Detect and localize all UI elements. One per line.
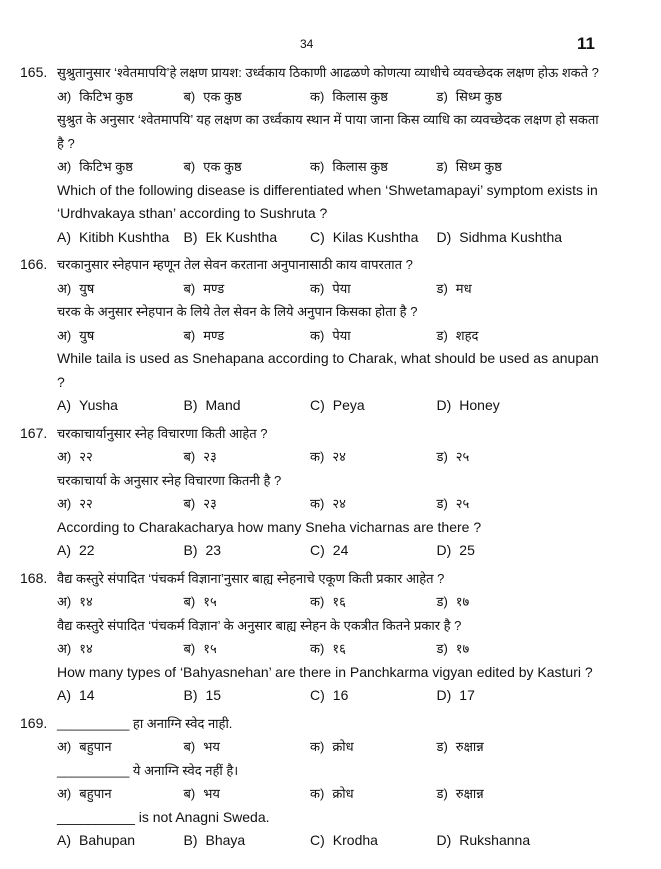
option: [310, 324, 437, 348]
option-text: 22: [79, 542, 95, 558]
question-text-hi: चरकाचार्या के अनुसार स्नेह विचारणा कितनी है ?: [57, 472, 282, 488]
option-label: C): [310, 542, 325, 558]
option-text: रुक्षान्न: [455, 739, 484, 754]
option: [57, 637, 184, 661]
option: [310, 226, 437, 250]
option: [310, 394, 437, 418]
option-label: ड): [436, 449, 448, 464]
option-text: 25: [459, 542, 475, 558]
option: [57, 590, 184, 614]
option: [57, 394, 184, 418]
question-text-mr: चरकानुसार स्नेहपान म्हणून तेल सेवन करताना अनुपानासाठी काय वापरतात ?: [57, 257, 413, 272]
option: [184, 445, 311, 469]
option-label: क): [310, 327, 325, 343]
option: [184, 735, 311, 759]
option-text: Bhaya: [205, 832, 246, 848]
option: [184, 277, 311, 301]
option-text: मण्ड: [203, 280, 225, 296]
option-text: १७: [455, 641, 470, 656]
option-label: D): [436, 687, 452, 703]
options-row-hi: [57, 637, 607, 661]
option-label: क): [310, 786, 325, 801]
options-row-hi: [57, 155, 607, 179]
options-row-mr: [57, 590, 607, 614]
option: [437, 829, 564, 853]
option-label: अ): [57, 786, 72, 801]
option-label: ब): [183, 641, 196, 656]
options-row-mr: [57, 85, 607, 109]
options-row-mr: [57, 445, 607, 469]
option-label: C): [310, 397, 325, 413]
option-text: २४: [332, 449, 346, 464]
option-text: २३: [203, 449, 217, 464]
option-text: 16: [332, 687, 349, 703]
question-number: 169.: [20, 714, 48, 731]
option-text: किटिभ कुष्ठ: [79, 88, 133, 104]
option-text: १४: [79, 594, 93, 609]
option: [310, 637, 437, 661]
option-text: Mand: [205, 397, 241, 413]
option-text: २५: [455, 496, 470, 511]
option: [437, 85, 564, 109]
option: [310, 782, 437, 806]
option: [184, 637, 311, 661]
option-label: ड): [436, 594, 448, 609]
option-label: ब): [183, 327, 196, 343]
option: [310, 492, 437, 516]
question-body: [57, 61, 607, 249]
option-text: १४: [79, 641, 93, 656]
option-text: Bahupan: [79, 832, 136, 848]
option-label: ड): [436, 280, 448, 296]
question-body: [57, 422, 607, 563]
option-text: क्रोध: [332, 786, 354, 801]
option-label: ड): [436, 641, 448, 656]
option: [437, 539, 564, 563]
option-text: बहुपान: [79, 739, 112, 754]
option-label: B): [183, 687, 198, 703]
option-label: D): [436, 832, 452, 848]
option-text: Sidhma Kushtha: [459, 228, 563, 245]
question-text-mr: वैद्य कस्तुरे संपादित ‘पंचकर्म विज्ञाना’नुसार बाह्य स्नेहनाचे एकूण किती प्रकार आहेत ?: [57, 570, 445, 586]
question-text-mr: __________ हा अनाग्नि स्वेद नाही.: [57, 715, 233, 731]
option: [310, 155, 437, 179]
option: [57, 155, 184, 179]
question-text-en: __________ is not Anagni Sweda.: [57, 808, 270, 825]
option-text: भय: [203, 786, 220, 801]
option-text: 17: [459, 687, 475, 703]
option: [437, 226, 564, 250]
option: [57, 735, 184, 759]
option-label: D): [436, 228, 452, 245]
options-row-hi: [57, 782, 607, 806]
option-label: D): [436, 397, 452, 413]
option-label: क): [310, 739, 325, 754]
page-number: 34: [300, 37, 314, 51]
option: [437, 155, 564, 179]
option: [57, 324, 184, 348]
question-text-en: How many types of ‘Bahyasnehan’ are there in Panchkarma vigyan edited by Kasturi ?: [57, 663, 593, 680]
option: [437, 277, 564, 301]
option: [310, 684, 437, 708]
question-text-hi: वैद्य कस्तुरे संपादित ‘पंचकर्म विज्ञान’ के अनुसार बाह्य स्नेहन के एकत्रीत कितने प्रकार है ?: [57, 617, 462, 633]
option-text: शहद: [455, 327, 479, 343]
option-text: १६: [332, 594, 346, 609]
option-text: पेया: [332, 280, 351, 296]
option-text: मण्ड: [203, 327, 225, 343]
question-body: [57, 567, 607, 708]
option: [184, 782, 311, 806]
question-165: [0, 61, 661, 249]
option-text: १७: [455, 594, 470, 609]
option: [310, 735, 437, 759]
option-label: B): [183, 228, 198, 245]
options-row-en: [57, 829, 607, 853]
option-label: ड): [436, 327, 448, 343]
option: [184, 226, 311, 250]
option-label: ड): [436, 739, 448, 754]
option: [310, 829, 437, 853]
option-label: C): [310, 832, 325, 848]
option-label: C): [310, 228, 325, 245]
question-text-hi: __________ ये अनाग्नि स्वेद नहीं है।: [57, 762, 239, 778]
option: [184, 590, 311, 614]
option: [57, 782, 184, 806]
option: [57, 539, 184, 563]
option: [437, 735, 564, 759]
options-row-en: [57, 226, 607, 250]
option: [437, 782, 564, 806]
option: [437, 492, 564, 516]
option-label: ड): [436, 159, 448, 174]
option: [184, 684, 311, 708]
option: [437, 324, 564, 348]
question-168: [0, 567, 661, 708]
question-169: [0, 712, 661, 853]
option-text: सिध्म कुष्ठ: [455, 159, 502, 174]
option-text: युष: [79, 280, 95, 296]
options-row-mr: [57, 735, 607, 759]
question-number: 165.: [20, 64, 48, 80]
option-label: क): [310, 449, 325, 464]
option: [184, 155, 311, 179]
option-text: Honey: [459, 397, 500, 413]
question-text-en: According to Charakacharya how many Sneha vicharnas are there ?: [57, 518, 482, 535]
option: [310, 539, 437, 563]
options-row-en: [57, 394, 607, 418]
option: [57, 445, 184, 469]
question-text-en: Which of the following disease is differentiated when ‘Shwetamapayi’ symptom exists in ‘Urdhvakaya sthan’ according to Sushruta ?: [57, 181, 598, 221]
option: [184, 85, 311, 109]
option: [437, 590, 564, 614]
option: [57, 492, 184, 516]
option-text: २४: [332, 496, 346, 511]
option-text: १५: [203, 641, 217, 656]
question-body: [57, 253, 607, 418]
option-label: अ): [57, 641, 72, 656]
option-label: ब): [183, 739, 196, 754]
option-text: Krodha: [332, 832, 378, 848]
option-label: A): [57, 397, 71, 413]
option-label: अ): [57, 159, 72, 174]
option-text: रुक्षान्न: [455, 786, 484, 801]
set-number: 11: [577, 34, 595, 53]
options-row-en: [57, 539, 607, 563]
option-label: ब): [183, 496, 196, 511]
option-text: किलास कुष्ठ: [332, 159, 388, 174]
question-167: [0, 422, 661, 563]
option-text: 14: [79, 687, 95, 703]
question-number: 168.: [20, 569, 48, 586]
option-text: Kilas Kushtha: [332, 228, 419, 245]
option: [57, 226, 184, 250]
option-label: B): [183, 397, 198, 413]
option-label: D): [436, 542, 452, 558]
option-label: क): [310, 159, 325, 174]
option: [184, 829, 311, 853]
option: [310, 445, 437, 469]
option-label: ड): [436, 496, 448, 511]
option: [184, 324, 311, 348]
option: [437, 445, 564, 469]
option-label: ब): [183, 88, 196, 104]
option: [184, 492, 311, 516]
option-label: ड): [436, 88, 448, 104]
option-label: ड): [436, 786, 448, 801]
option: [437, 684, 564, 708]
option-label: B): [183, 832, 198, 848]
option-text: युष: [79, 327, 95, 343]
option-text: मध: [455, 280, 472, 296]
option: [310, 590, 437, 614]
option-label: A): [57, 228, 71, 245]
question-body: [57, 712, 607, 853]
option-text: क्रोध: [332, 739, 354, 754]
options-row-hi: [57, 492, 607, 516]
option-label: क): [310, 641, 325, 656]
option-label: क): [310, 280, 325, 296]
option-label: C): [310, 687, 325, 703]
option-label: अ): [57, 496, 72, 511]
option-label: ब): [183, 594, 196, 609]
question-text-mr: सुश्रुतानुसार ‘श्वेतमापयि’हे लक्षण प्रायश: उर्ध्वकाय ठिकाणी आढळणे कोणत्या व्याधीचे व्यवच्छेदक लक्षण होऊ शकते ?: [57, 65, 599, 80]
option-text: Kitibh Kushtha: [79, 228, 170, 245]
option-text: पेया: [332, 327, 351, 343]
option-label: ब): [183, 449, 196, 464]
option-text: २२: [79, 496, 93, 511]
option-label: ब): [183, 786, 196, 801]
option-text: किलास कुष्ठ: [332, 88, 388, 104]
option-text: एक कुष्ठ: [203, 159, 242, 174]
question-text-en: While taila is used as Snehapana according to Charak, what should be used as anupan ?: [57, 350, 599, 390]
option-text: १६: [332, 641, 346, 656]
option-label: अ): [57, 88, 72, 104]
options-row-mr: [57, 277, 607, 301]
question-text-hi: सुश्रुत के अनुसार ‘श्वेतमापयि’ यह लक्षण का उर्ध्वकाय स्थान में पाया जाना किस व्याधि का व्यवच्छेदक लक्षण हो सकता है ?: [57, 112, 599, 151]
option-label: क): [310, 88, 325, 104]
option: [57, 85, 184, 109]
option-text: सिध्म कुष्ठ: [455, 88, 502, 104]
option-label: ब): [183, 159, 196, 174]
option-text: २२: [79, 449, 93, 464]
option-text: २३: [203, 496, 217, 511]
question-text-hi: चरक के अनुसार स्नेहपान के लिये तेल सेवन के लिये अनुपान किसका होता है ?: [57, 304, 418, 319]
question-166: [0, 253, 661, 418]
option-text: किटिभ कुष्ठ: [79, 159, 133, 174]
question-text-mr: चरकाचार्यानुसार स्नेह विचारणा किती आहेत ?: [57, 425, 268, 441]
option: [184, 539, 311, 563]
option-text: 23: [205, 542, 222, 558]
option-label: ब): [183, 280, 196, 296]
option-label: B): [183, 542, 198, 558]
option-label: क): [310, 496, 325, 511]
option-label: A): [57, 542, 71, 558]
option: [57, 277, 184, 301]
options-row-hi: [57, 324, 607, 348]
option-label: A): [57, 687, 71, 703]
question-number: 166.: [20, 256, 48, 272]
option: [184, 394, 311, 418]
option: [437, 637, 564, 661]
option-text: बहुपान: [79, 786, 112, 801]
option-text: १५: [203, 594, 217, 609]
option-label: अ): [57, 449, 72, 464]
option-text: एक कुष्ठ: [203, 88, 242, 104]
option: [57, 829, 184, 853]
option-label: अ): [57, 280, 72, 296]
option-text: Ek Kushtha: [205, 228, 278, 245]
option: [310, 85, 437, 109]
option-text: Rukshanna: [459, 832, 531, 848]
option-text: Peya: [332, 397, 365, 413]
question-list: [0, 61, 661, 857]
option-text: Yusha: [79, 397, 118, 413]
option-label: A): [57, 832, 71, 848]
option: [310, 277, 437, 301]
option-label: अ): [57, 594, 72, 609]
option-label: क): [310, 594, 325, 609]
option-text: 15: [205, 687, 222, 703]
option-text: २५: [455, 449, 470, 464]
option-label: अ): [57, 739, 72, 754]
option: [437, 394, 564, 418]
question-number: 167.: [20, 424, 48, 441]
option-text: 24: [332, 542, 349, 558]
option-label: अ): [57, 327, 72, 343]
option: [57, 684, 184, 708]
option-text: भय: [203, 739, 220, 754]
options-row-en: [57, 684, 607, 708]
